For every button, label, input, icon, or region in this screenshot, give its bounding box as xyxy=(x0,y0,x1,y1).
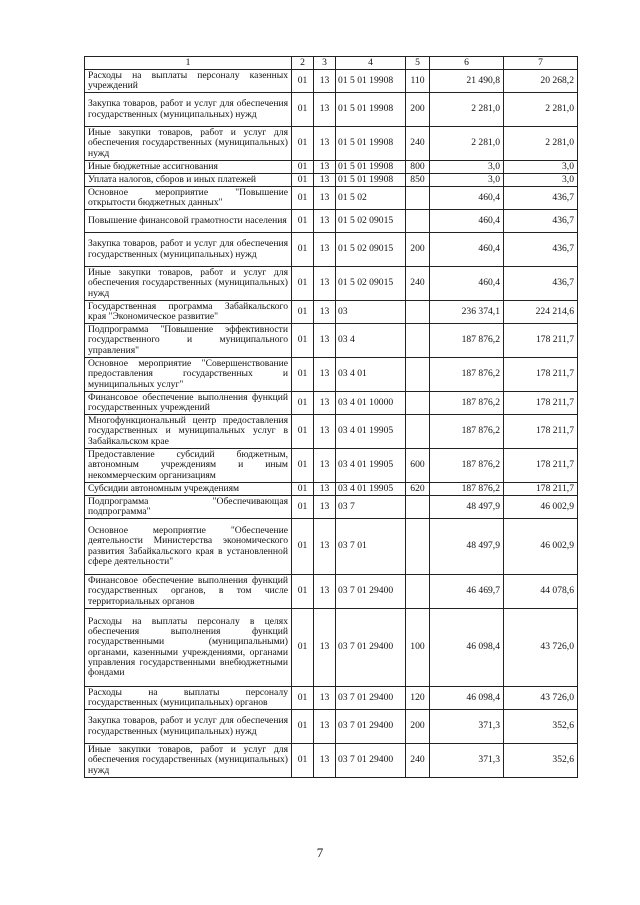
cell-target-code: 03 4 01 19905 xyxy=(336,483,406,496)
cell-amount-year2: 178 211,7 xyxy=(504,415,578,449)
cell-expense-type: 240 xyxy=(406,267,430,301)
cell-target-code: 03 4 01 19905 xyxy=(336,415,406,449)
cell-section: 01 xyxy=(292,449,314,483)
cell-target-code: 03 7 01 xyxy=(336,519,406,575)
cell-subsection: 13 xyxy=(314,267,336,301)
cell-amount-year1: 371,3 xyxy=(430,710,504,744)
cell-section: 01 xyxy=(292,483,314,496)
cell-subsection: 13 xyxy=(314,70,336,93)
cell-amount-year1: 460,4 xyxy=(430,187,504,210)
cell-target-code: 01 5 01 19908 xyxy=(336,70,406,93)
cell-section: 01 xyxy=(292,93,314,127)
cell-amount-year1: 187 876,2 xyxy=(430,358,504,392)
page-number: 7 xyxy=(316,845,324,860)
cell-subsection: 13 xyxy=(314,233,336,267)
header-col-6: 6 xyxy=(430,57,504,70)
cell-subsection: 13 xyxy=(314,358,336,392)
budget-table-sheet xyxy=(84,56,577,778)
cell-section: 01 xyxy=(292,210,314,233)
cell-amount-year1: 460,4 xyxy=(430,210,504,233)
table-row xyxy=(85,70,578,93)
cell-expense-type xyxy=(406,392,430,415)
table-row xyxy=(85,324,578,358)
table-row xyxy=(85,267,578,301)
cell-expense-type xyxy=(406,324,430,358)
cell-expense-type: 200 xyxy=(406,93,430,127)
cell-subsection: 13 xyxy=(314,324,336,358)
cell-expense-type: 240 xyxy=(406,744,430,778)
cell-target-code: 03 7 01 29400 xyxy=(336,710,406,744)
cell-amount-year1: 2 281,0 xyxy=(430,127,504,161)
cell-target-code: 01 5 01 19908 xyxy=(336,127,406,161)
cell-expense-type: 110 xyxy=(406,70,430,93)
cell-amount-year2: 436,7 xyxy=(504,233,578,267)
cell-section: 01 xyxy=(292,267,314,301)
cell-amount-year2: 224 214,6 xyxy=(504,301,578,324)
cell-amount-year2: 20 268,2 xyxy=(504,70,578,93)
cell-amount-year1: 3,0 xyxy=(430,161,504,174)
cell-name: Финансовое обеспечение выполнения функций государственных органов, в том числе территориальных органов xyxy=(85,575,292,609)
cell-name: Иные закупки товаров, работ и услуг для обеспечения государственных (муниципальных) нужд xyxy=(85,127,292,161)
cell-expense-type: 240 xyxy=(406,127,430,161)
cell-amount-year2: 436,7 xyxy=(504,210,578,233)
cell-expense-type: 850 xyxy=(406,174,430,187)
cell-name: Основное мероприятие "Обеспечение деятельности Министерства экономического развития Забайкальского края в установленной сфере деятельности" xyxy=(85,519,292,575)
cell-target-code: 03 7 01 29400 xyxy=(336,744,406,778)
cell-name: Закупка товаров, работ и услуг для обеспечения государственных (муниципальных) нужд xyxy=(85,710,292,744)
header-col-1: 1 xyxy=(85,57,292,70)
cell-name: Повышение финансовой грамотности населения xyxy=(85,210,292,233)
budget-table xyxy=(84,56,578,778)
table-row xyxy=(85,161,578,174)
cell-expense-type: 120 xyxy=(406,687,430,710)
cell-subsection: 13 xyxy=(314,449,336,483)
cell-subsection: 13 xyxy=(314,210,336,233)
cell-subsection: 13 xyxy=(314,483,336,496)
cell-name: Субсидии автономным учреждениям xyxy=(85,483,292,496)
cell-subsection: 13 xyxy=(314,187,336,210)
cell-expense-type: 800 xyxy=(406,161,430,174)
cell-name: Подпрограмма "Повышение эффективности государственного и муниципального управления" xyxy=(85,324,292,358)
cell-name: Предоставление субсидий бюджетным, автономным учреждениям и иным некоммерческим организациям xyxy=(85,449,292,483)
cell-amount-year1: 187 876,2 xyxy=(430,324,504,358)
cell-name: Расходы на выплаты персоналу казенных учреждений xyxy=(85,70,292,93)
cell-name: Многофункциональный центр предоставления государственных и муниципальных услуг в Забайкальском крае xyxy=(85,415,292,449)
header-col-2: 2 xyxy=(292,57,314,70)
cell-subsection: 13 xyxy=(314,301,336,324)
cell-amount-year1: 460,4 xyxy=(430,267,504,301)
table-row xyxy=(85,93,578,127)
cell-subsection: 13 xyxy=(314,575,336,609)
cell-target-code: 01 5 02 09015 xyxy=(336,210,406,233)
table-row xyxy=(85,392,578,415)
cell-amount-year1: 460,4 xyxy=(430,233,504,267)
cell-amount-year2: 3,0 xyxy=(504,174,578,187)
cell-amount-year2: 43 726,0 xyxy=(504,687,578,710)
cell-amount-year1: 187 876,2 xyxy=(430,415,504,449)
cell-expense-type: 200 xyxy=(406,710,430,744)
cell-expense-type xyxy=(406,415,430,449)
cell-amount-year1: 46 098,4 xyxy=(430,687,504,710)
table-row xyxy=(85,519,578,575)
cell-expense-type: 620 xyxy=(406,483,430,496)
cell-amount-year1: 187 876,2 xyxy=(430,449,504,483)
cell-section: 01 xyxy=(292,575,314,609)
cell-subsection: 13 xyxy=(314,127,336,161)
table-row xyxy=(85,609,578,687)
cell-amount-year1: 187 876,2 xyxy=(430,483,504,496)
cell-subsection: 13 xyxy=(314,415,336,449)
cell-target-code: 03 7 xyxy=(336,496,406,519)
cell-section: 01 xyxy=(292,687,314,710)
cell-name: Основное мероприятие "Совершенствование предоставления государственных и муниципальных услуг" xyxy=(85,358,292,392)
cell-expense-type xyxy=(406,519,430,575)
cell-subsection: 13 xyxy=(314,687,336,710)
cell-expense-type xyxy=(406,496,430,519)
table-row xyxy=(85,301,578,324)
cell-target-code: 01 5 02 09015 xyxy=(336,267,406,301)
cell-amount-year1: 3,0 xyxy=(430,174,504,187)
cell-target-code: 03 xyxy=(336,301,406,324)
cell-section: 01 xyxy=(292,324,314,358)
cell-expense-type xyxy=(406,575,430,609)
cell-target-code: 03 4 01 19905 xyxy=(336,449,406,483)
cell-expense-type xyxy=(406,358,430,392)
cell-name: Расходы на выплаты персоналу в целях обеспечения выполнения функций государственными (муниципальными) органами, казенными учреждениями, органами управления государственными внебюджетными фондами xyxy=(85,609,292,687)
cell-amount-year1: 46 469,7 xyxy=(430,575,504,609)
cell-name: Расходы на выплаты персоналу государственных (муниципальных) органов xyxy=(85,687,292,710)
cell-target-code: 03 4 01 xyxy=(336,358,406,392)
cell-section: 01 xyxy=(292,127,314,161)
cell-target-code: 01 5 01 19908 xyxy=(336,93,406,127)
cell-amount-year2: 178 211,7 xyxy=(504,392,578,415)
cell-section: 01 xyxy=(292,710,314,744)
cell-subsection: 13 xyxy=(314,93,336,127)
cell-name: Иные закупки товаров, работ и услуг для обеспечения государственных (муниципальных) нужд xyxy=(85,744,292,778)
cell-section: 01 xyxy=(292,70,314,93)
table-row xyxy=(85,483,578,496)
cell-section: 01 xyxy=(292,161,314,174)
table-row xyxy=(85,575,578,609)
cell-name: Уплата налогов, сборов и иных платежей xyxy=(85,174,292,187)
cell-expense-type: 200 xyxy=(406,233,430,267)
cell-subsection: 13 xyxy=(314,744,336,778)
cell-subsection: 13 xyxy=(314,496,336,519)
cell-target-code: 03 7 01 29400 xyxy=(336,575,406,609)
cell-amount-year2: 44 078,6 xyxy=(504,575,578,609)
cell-section: 01 xyxy=(292,744,314,778)
header-col-5: 5 xyxy=(406,57,430,70)
cell-name: Иные закупки товаров, работ и услуг для обеспечения государственных (муниципальных) нужд xyxy=(85,267,292,301)
cell-amount-year1: 48 497,9 xyxy=(430,496,504,519)
cell-amount-year1: 2 281,0 xyxy=(430,93,504,127)
cell-section: 01 xyxy=(292,187,314,210)
cell-target-code: 03 7 01 29400 xyxy=(336,687,406,710)
table-row xyxy=(85,687,578,710)
cell-subsection: 13 xyxy=(314,710,336,744)
cell-section: 01 xyxy=(292,358,314,392)
cell-section: 01 xyxy=(292,174,314,187)
cell-subsection: 13 xyxy=(314,161,336,174)
cell-expense-type: 100 xyxy=(406,609,430,687)
header-col-7: 7 xyxy=(504,57,578,70)
table-header-row xyxy=(85,57,578,70)
cell-name: Закупка товаров, работ и услуг для обеспечения государственных (муниципальных) нужд xyxy=(85,233,292,267)
cell-name: Закупка товаров, работ и услуг для обеспечения государственных (муниципальных) нужд xyxy=(85,93,292,127)
cell-amount-year2: 46 002,9 xyxy=(504,519,578,575)
cell-target-code: 03 4 01 10000 xyxy=(336,392,406,415)
cell-amount-year2: 436,7 xyxy=(504,267,578,301)
cell-amount-year2: 2 281,0 xyxy=(504,127,578,161)
cell-expense-type xyxy=(406,187,430,210)
cell-subsection: 13 xyxy=(314,519,336,575)
cell-amount-year1: 236 374,1 xyxy=(430,301,504,324)
cell-target-code: 03 7 01 29400 xyxy=(336,609,406,687)
cell-amount-year2: 352,6 xyxy=(504,710,578,744)
cell-section: 01 xyxy=(292,415,314,449)
cell-amount-year2: 43 726,0 xyxy=(504,609,578,687)
cell-amount-year1: 21 490,8 xyxy=(430,70,504,93)
cell-expense-type: 600 xyxy=(406,449,430,483)
cell-section: 01 xyxy=(292,519,314,575)
cell-target-code: 01 5 01 19908 xyxy=(336,174,406,187)
table-body xyxy=(85,70,578,778)
table-row xyxy=(85,744,578,778)
cell-expense-type xyxy=(406,210,430,233)
header-col-3: 3 xyxy=(314,57,336,70)
cell-target-code: 01 5 02 xyxy=(336,187,406,210)
table-row xyxy=(85,449,578,483)
header-col-4: 4 xyxy=(336,57,406,70)
cell-amount-year1: 371,3 xyxy=(430,744,504,778)
table-row xyxy=(85,210,578,233)
cell-section: 01 xyxy=(292,301,314,324)
table-row xyxy=(85,710,578,744)
cell-amount-year2: 178 211,7 xyxy=(504,324,578,358)
cell-amount-year2: 178 211,7 xyxy=(504,449,578,483)
cell-amount-year2: 352,6 xyxy=(504,744,578,778)
table-row xyxy=(85,496,578,519)
cell-amount-year1: 187 876,2 xyxy=(430,392,504,415)
table-row xyxy=(85,415,578,449)
cell-section: 01 xyxy=(292,609,314,687)
cell-amount-year2: 46 002,9 xyxy=(504,496,578,519)
cell-expense-type xyxy=(406,301,430,324)
cell-amount-year2: 2 281,0 xyxy=(504,93,578,127)
cell-subsection: 13 xyxy=(314,174,336,187)
cell-name: Основное мероприятие "Повышение открытости бюджетных данных" xyxy=(85,187,292,210)
cell-name: Государственная программа Забайкальского края "Экономическое развитие" xyxy=(85,301,292,324)
cell-amount-year2: 178 211,7 xyxy=(504,483,578,496)
table-row xyxy=(85,358,578,392)
cell-section: 01 xyxy=(292,496,314,519)
cell-target-code: 01 5 01 19908 xyxy=(336,161,406,174)
cell-name: Финансовое обеспечение выполнения функций государственных учреждений xyxy=(85,392,292,415)
cell-amount-year2: 3,0 xyxy=(504,161,578,174)
cell-amount-year1: 48 497,9 xyxy=(430,519,504,575)
cell-name: Подпрограмма "Обеспечивающая подпрограмма" xyxy=(85,496,292,519)
cell-section: 01 xyxy=(292,233,314,267)
cell-target-code: 01 5 02 09015 xyxy=(336,233,406,267)
cell-amount-year2: 436,7 xyxy=(504,187,578,210)
cell-amount-year2: 178 211,7 xyxy=(504,358,578,392)
table-row xyxy=(85,187,578,210)
cell-subsection: 13 xyxy=(314,609,336,687)
cell-section: 01 xyxy=(292,392,314,415)
cell-amount-year1: 46 098,4 xyxy=(430,609,504,687)
table-row xyxy=(85,174,578,187)
cell-target-code: 03 4 xyxy=(336,324,406,358)
table-row xyxy=(85,233,578,267)
table-row xyxy=(85,127,578,161)
cell-subsection: 13 xyxy=(314,392,336,415)
cell-name: Иные бюджетные ассигнования xyxy=(85,161,292,174)
